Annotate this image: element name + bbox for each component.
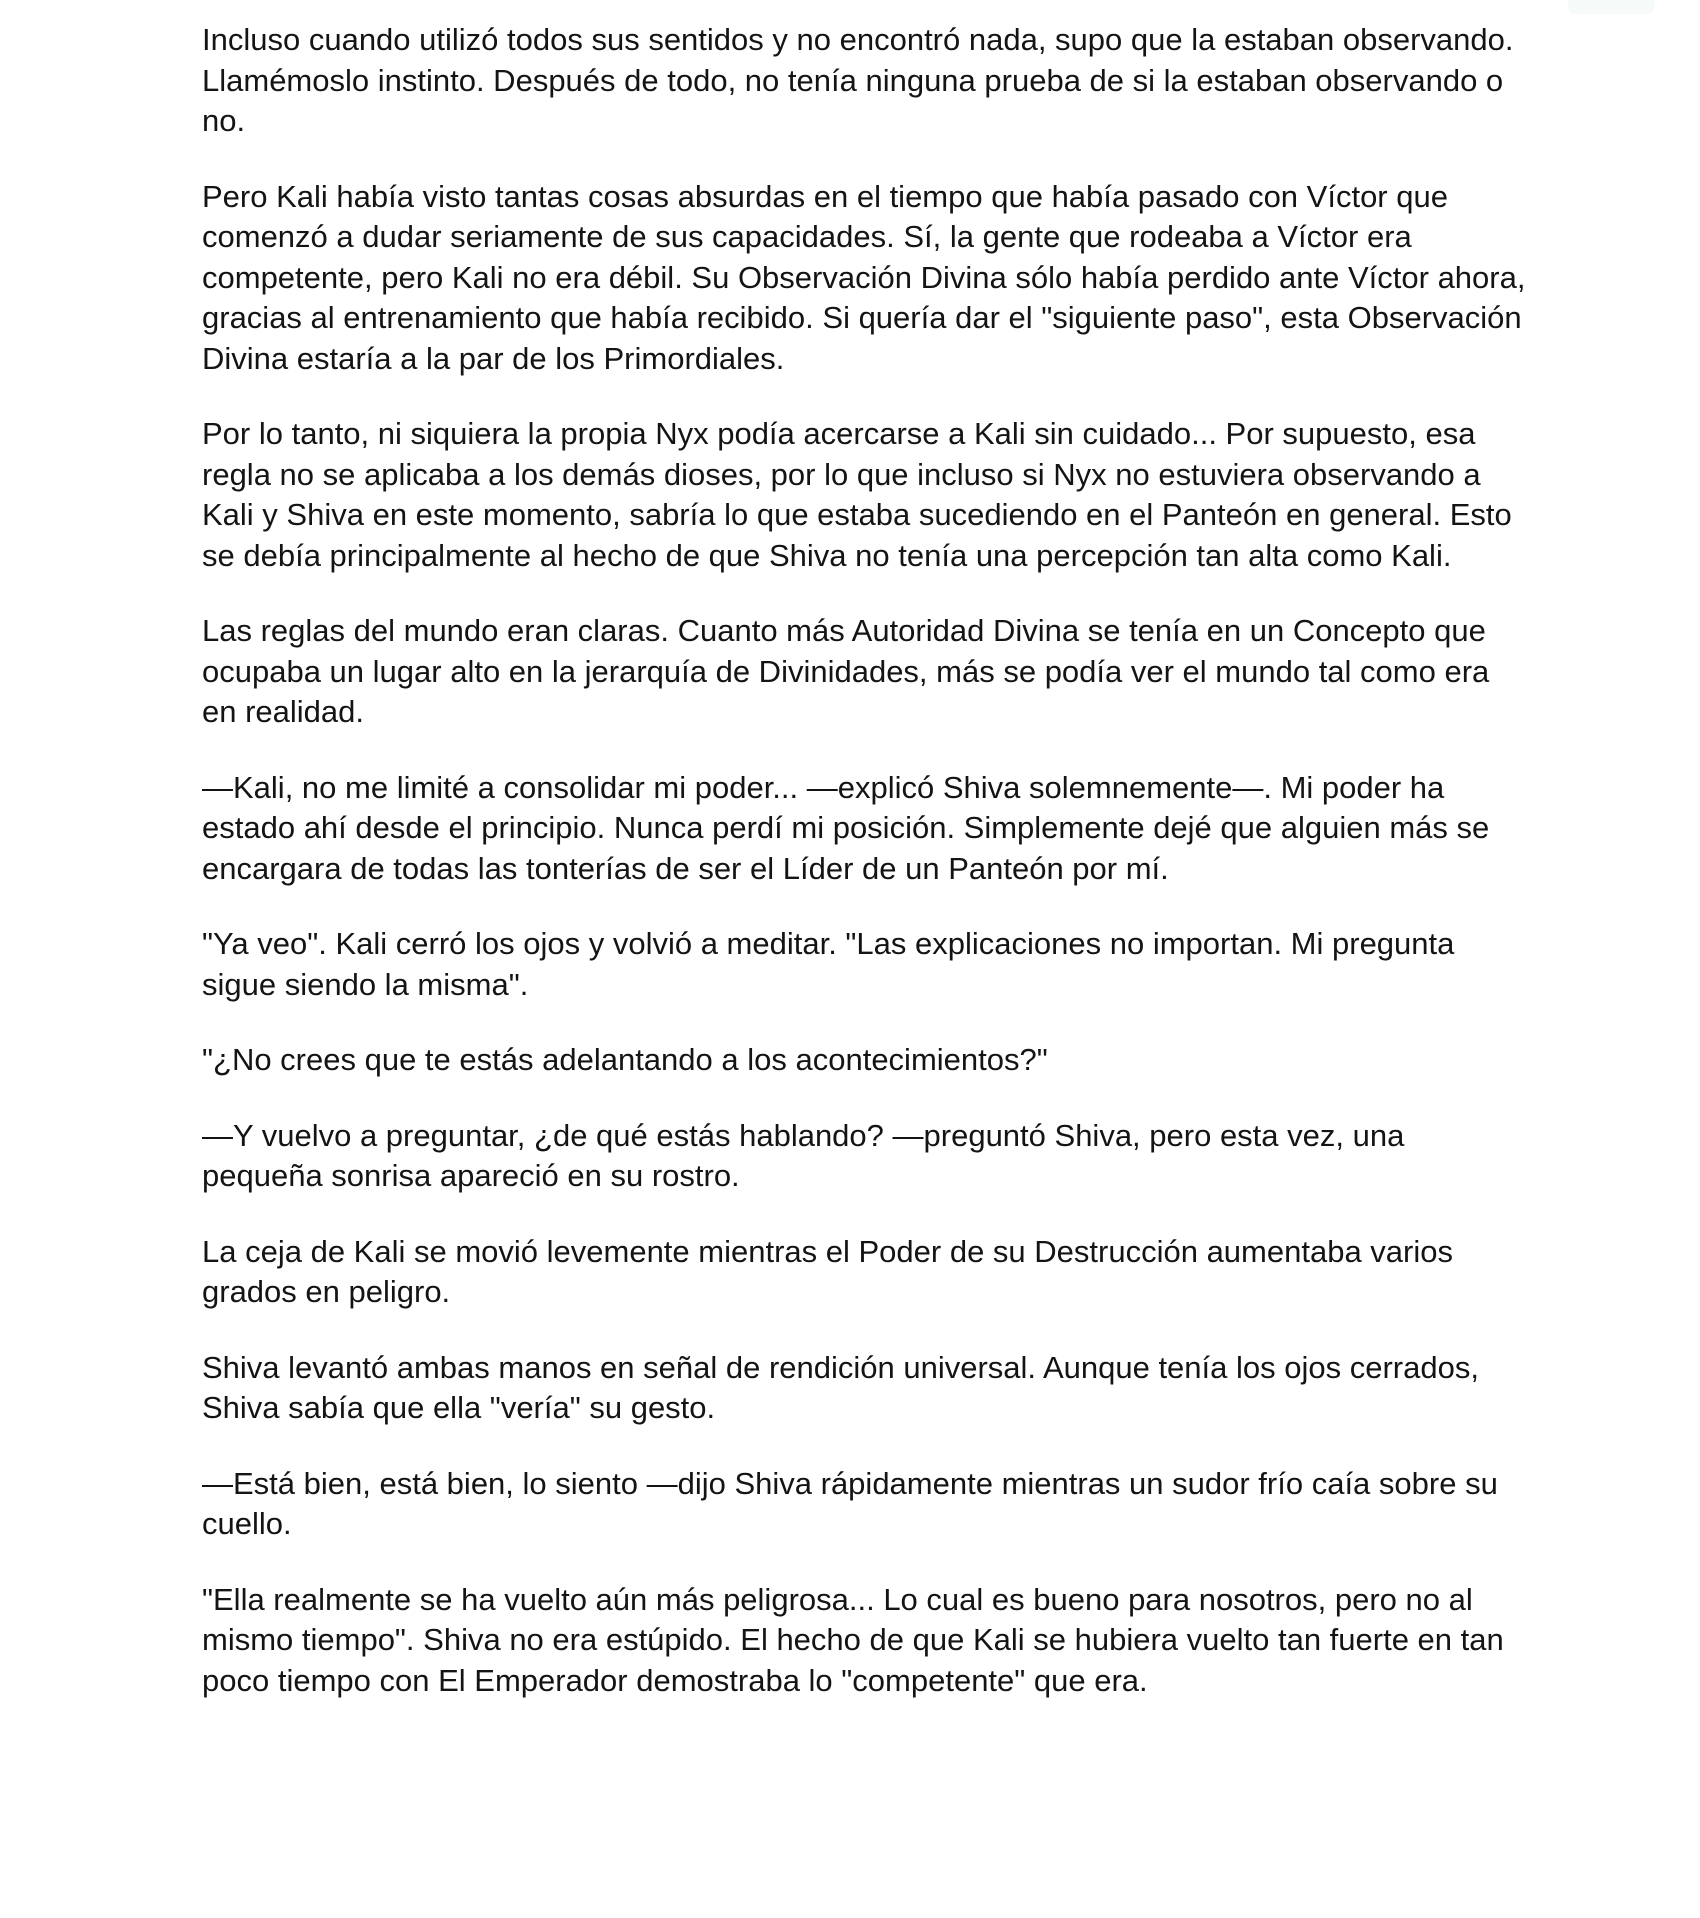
- paragraph-5: —Kali, no me limité a consolidar mi poder... —explicó Shiva solemnemente—. Mi poder ha estado ahí desde el principio. Nunca perdí mi posición. Simplemente dejé que alguien más se encargara de todas las tonterías de ser el Líder de un Panteón por mí.: [202, 769, 1490, 886]
- paragraph-12: "Ella realmente se ha vuelto aún más peligrosa... Lo cual es bueno para nosotros, pero no al mismo tiempo". Shiva no era estúpido. El hecho de que Kali se hubiera vuelto tan fuerte en tan poco tiempo con El Emperador demostraba lo "competente" que era.: [202, 1581, 1504, 1698]
- paragraph-6: "Ya veo". Kali cerró los ojos y volvió a meditar. "Las explicaciones no importan. Mi pregunta sigue siendo la misma".: [202, 926, 1455, 1002]
- paragraph-8: —Y vuelvo a preguntar, ¿de qué estás hablando? —preguntó Shiva, pero esta vez, una pequeña sonrisa apareció en su rostro.: [202, 1117, 1405, 1193]
- paragraph-3: Por lo tanto, ni siquiera la propia Nyx podía acercarse a Kali sin cuidado... Por supuesto, esa regla no se aplicaba a los demás dioses, por lo que incluso si Nyx no estuviera observando a Kali y Shiva en este momento, sabría lo que estaba sucediendo en el Panteón en general. Esto se debía principalmente al hecho de que Shiva no tenía una percepción tan alta como Kali.: [202, 416, 1512, 573]
- paragraph-4: Las reglas del mundo eran claras. Cuanto más Autoridad Divina se tenía en un Concepto que ocupaba un lugar alto en la jerarquía de Divinidades, más se podía ver el mundo tal como era en realidad.: [202, 613, 1490, 729]
- paragraph-11: —Está bien, está bien, lo siento —dijo Shiva rápidamente mientras un sudor frío caía sobre su cuello.: [202, 1465, 1498, 1541]
- paragraph-1: Incluso cuando utilizó todos sus sentidos y no encontró nada, supo que la estaban observando. Llamémoslo instinto. Después de todo, no tenía ninguna prueba de si la estaban observando o no.: [202, 22, 1514, 138]
- paragraph-7: "¿No crees que te estás adelantando a los acontecimientos?": [202, 1042, 1048, 1077]
- text-column: [202, 20, 1532, 1736]
- paragraph-2: Pero Kali había visto tantas cosas absurdas en el tiempo que había pasado con Víctor que comenzó a dudar seriamente de sus capacidades. Sí, la gente que rodeaba a Víctor era competente, pero Kali no era débil. Su Observación Divina sólo había perdido ante Víctor ahora, gracias al entrenamiento que había recibido. Si quería dar el "siguiente paso", esta Observación Divina estaría a la par de los Primordiales.: [202, 178, 1526, 376]
- paragraph-10: Shiva levantó ambas manos en señal de rendición universal. Aunque tenía los ojos cerrados, Shiva sabía que ella "vería" su gesto.: [202, 1349, 1479, 1425]
- page-corner-mark: [1568, 0, 1654, 14]
- paragraph-9: La ceja de Kali se movió levemente mientras el Poder de su Destrucción aumentaba varios grados en peligro.: [202, 1233, 1453, 1309]
